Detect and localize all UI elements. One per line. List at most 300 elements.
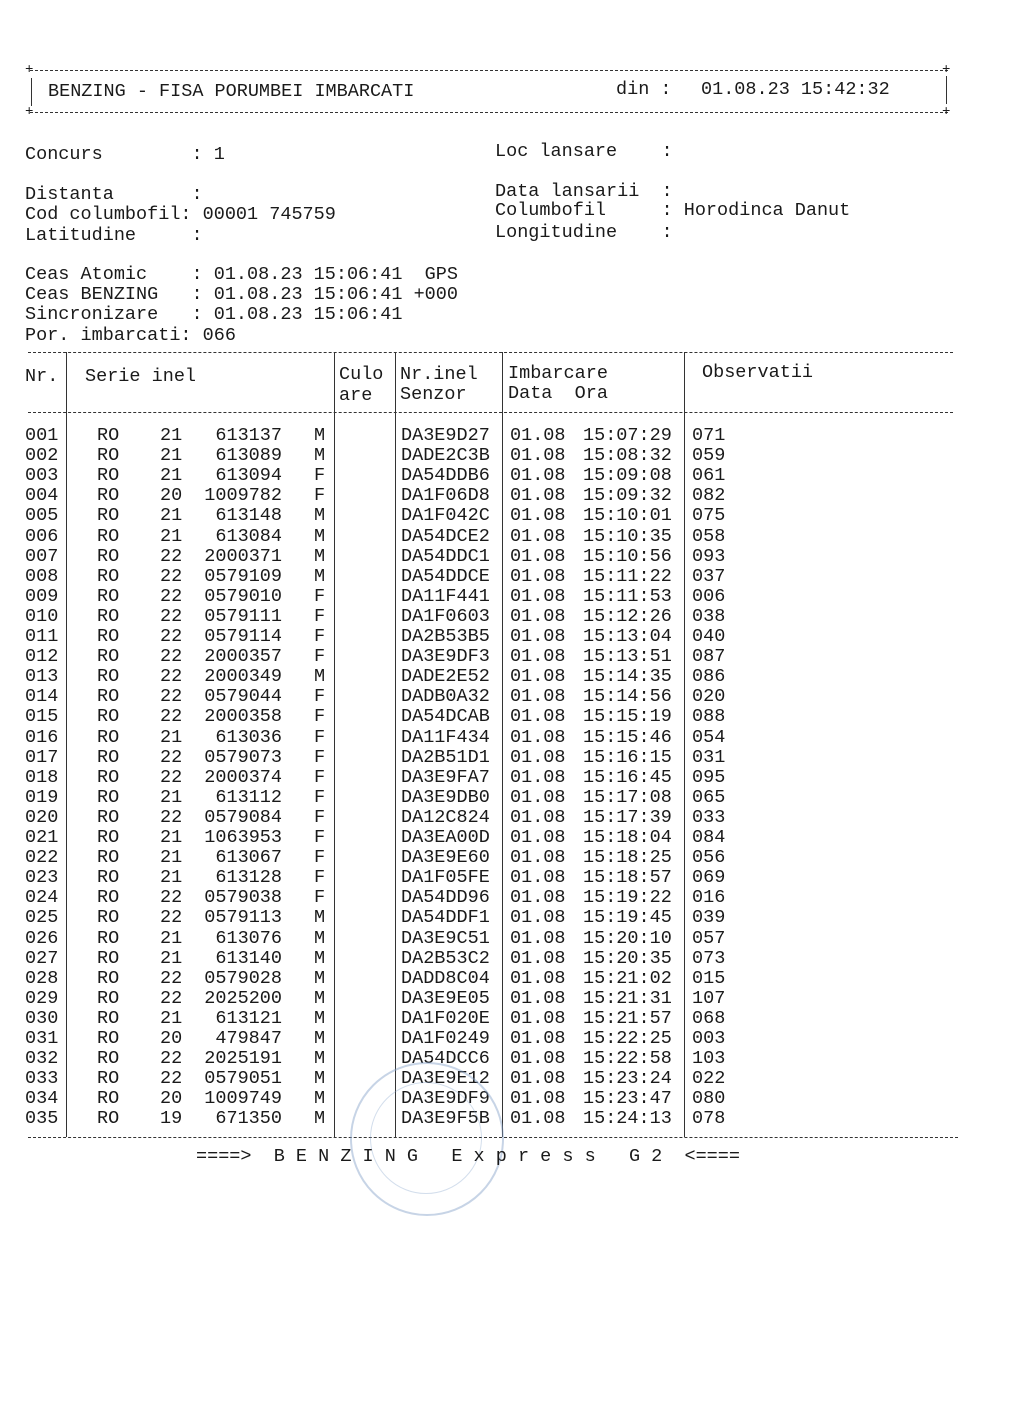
cell-date: 01.08 xyxy=(510,485,566,507)
cell-obs: 087 xyxy=(692,646,726,668)
cell-nr: 018 xyxy=(25,766,59,788)
cell-ring: 2000371 xyxy=(204,545,282,567)
cell-country: RO xyxy=(97,1048,120,1070)
cell-obs: 073 xyxy=(692,947,726,969)
cell-sex: F xyxy=(314,847,326,869)
cell-time: 15:08:32 xyxy=(583,445,672,467)
table-row xyxy=(0,829,1024,849)
cell-date: 01.08 xyxy=(510,887,566,909)
cell-nr: 034 xyxy=(25,1088,59,1110)
cell-year: 21 xyxy=(160,425,183,446)
cell-ring: 2000357 xyxy=(204,646,282,668)
cell-nr: 005 xyxy=(25,505,59,527)
cell-obs: 038 xyxy=(692,605,726,627)
table-header-bottom-rule xyxy=(28,412,953,413)
cell-country: RO xyxy=(97,1068,120,1090)
cell-sensor: DA1F0603 xyxy=(401,605,490,627)
cell-nr: 023 xyxy=(25,867,59,889)
cell-nr: 016 xyxy=(25,726,59,748)
cell-country: RO xyxy=(97,666,120,688)
cell-time: 15:20:35 xyxy=(583,947,672,969)
cell-country: RO xyxy=(97,646,120,668)
cell-nr: 027 xyxy=(25,947,59,969)
cell-date: 01.08 xyxy=(510,706,566,728)
table-row xyxy=(0,726,1024,749)
cell-obs: 015 xyxy=(692,967,726,989)
cell-obs: 078 xyxy=(692,1108,726,1130)
cell-date: 01.08 xyxy=(510,827,566,848)
cell-date: 01.08 xyxy=(510,786,566,808)
cell-sensor: DA1F042C xyxy=(401,505,490,527)
cell-country: RO xyxy=(97,445,120,467)
cell-sex: M xyxy=(314,1048,326,1070)
cell-sensor: DA54DCAB xyxy=(401,706,490,728)
cell-obs: 054 xyxy=(692,726,726,748)
concurs-line: Concurs : 1 xyxy=(25,144,225,165)
cell-sensor: DA11F441 xyxy=(401,585,490,607)
cell-country: RO xyxy=(97,485,120,507)
cell-obs: 003 xyxy=(692,1028,726,1049)
cell-sex: F xyxy=(314,726,326,748)
cell-ring: 613076 xyxy=(215,927,282,949)
table-row xyxy=(0,806,1024,829)
cell-time: 15:18:25 xyxy=(583,847,672,869)
cell-nr: 030 xyxy=(25,1007,59,1029)
th-observatii: Observatii xyxy=(702,362,814,383)
cell-time: 15:15:46 xyxy=(583,726,672,748)
cell-time: 15:22:25 xyxy=(583,1028,672,1049)
cell-year: 22 xyxy=(160,666,183,688)
cell-ring: 479847 xyxy=(215,1028,282,1049)
cell-date: 01.08 xyxy=(510,585,566,607)
cell-sensor: DADE2E52 xyxy=(401,666,490,688)
cell-nr: 014 xyxy=(25,686,59,708)
ceas-benzing-line: Ceas BENZING : 01.08.23 15:06:41 +000 xyxy=(25,284,458,305)
cell-sensor: DA54DD96 xyxy=(401,887,490,909)
cell-obs: 016 xyxy=(692,887,726,909)
cell-date: 01.08 xyxy=(510,666,566,688)
cell-time: 15:22:58 xyxy=(583,1048,672,1070)
cell-obs: 020 xyxy=(692,686,726,708)
cell-time: 15:21:02 xyxy=(583,967,672,989)
table-row xyxy=(0,688,1024,708)
cell-sex: F xyxy=(314,806,326,828)
cell-nr: 033 xyxy=(25,1068,59,1090)
cell-date: 01.08 xyxy=(510,766,566,788)
cell-ring: 1009749 xyxy=(204,1088,282,1110)
table-row xyxy=(0,1070,1024,1090)
cell-obs: 103 xyxy=(692,1048,726,1070)
cell-year: 21 xyxy=(160,445,183,467)
cell-sex: M xyxy=(314,1068,326,1090)
cell-year: 22 xyxy=(160,686,183,708)
cell-sex: F xyxy=(314,887,326,909)
table-row xyxy=(0,605,1024,628)
th-nr-inel-2: Senzor xyxy=(400,384,467,405)
cell-time: 15:21:31 xyxy=(583,987,672,1009)
table-row xyxy=(0,648,1024,668)
cell-sex: M xyxy=(314,505,326,527)
cell-country: RO xyxy=(97,1088,120,1110)
cell-year: 21 xyxy=(160,927,183,949)
cell-sex: F xyxy=(314,746,326,768)
corner-plus: + xyxy=(25,104,34,120)
cell-country: RO xyxy=(97,887,120,909)
cell-ring: 671350 xyxy=(215,1108,282,1130)
cell-nr: 011 xyxy=(25,626,59,647)
cell-sex: M xyxy=(314,947,326,969)
table-row xyxy=(0,889,1024,909)
cell-sensor: DA2B53C2 xyxy=(401,947,490,969)
cell-year: 21 xyxy=(160,465,183,487)
cell-year: 22 xyxy=(160,585,183,607)
din-label: din : xyxy=(616,79,672,100)
latitudine-line: Latitudine : xyxy=(25,225,203,246)
cell-country: RO xyxy=(97,425,120,446)
cell-nr: 025 xyxy=(25,907,59,929)
cell-nr: 009 xyxy=(25,585,59,607)
cell-sex: M xyxy=(314,525,326,547)
cell-sensor: DA1F06D8 xyxy=(401,485,490,507)
cell-obs: 068 xyxy=(692,1007,726,1029)
cell-country: RO xyxy=(97,545,120,567)
cell-sex: M xyxy=(314,666,326,688)
cell-year: 22 xyxy=(160,706,183,728)
cell-time: 15:07:29 xyxy=(583,425,672,446)
table-row xyxy=(0,585,1024,608)
cell-date: 01.08 xyxy=(510,907,566,929)
cell-ring: 0579113 xyxy=(204,907,282,929)
cell-date: 01.08 xyxy=(510,1048,566,1070)
cell-nr: 006 xyxy=(25,525,59,547)
cell-date: 01.08 xyxy=(510,967,566,989)
cell-year: 20 xyxy=(160,1088,183,1110)
cell-sex: F xyxy=(314,605,326,627)
cell-ring: 0579109 xyxy=(204,565,282,587)
cell-sex: F xyxy=(314,766,326,788)
cell-date: 01.08 xyxy=(510,505,566,527)
table-row xyxy=(0,545,1024,568)
cell-country: RO xyxy=(97,505,120,527)
cell-ring: 0579028 xyxy=(204,967,282,989)
cell-ring: 0579073 xyxy=(204,746,282,768)
report-datetime: 01.08.23 15:42:32 xyxy=(701,79,890,100)
cell-year: 21 xyxy=(160,1007,183,1029)
table-row xyxy=(0,487,1024,507)
report-title: BENZING - FISA PORUMBEI IMBARCATI xyxy=(48,81,415,102)
cell-sex: M xyxy=(314,445,326,467)
cell-sensor: DA54DDB6 xyxy=(401,465,490,487)
cell-country: RO xyxy=(97,827,120,848)
cell-obs: 058 xyxy=(692,525,726,547)
cell-obs: 095 xyxy=(692,766,726,788)
cell-sensor: DA1F0249 xyxy=(401,1028,490,1049)
cell-year: 20 xyxy=(160,485,183,507)
loc-lansare-line: Loc lansare : xyxy=(495,141,673,162)
cell-nr: 007 xyxy=(25,545,59,567)
cell-time: 15:14:35 xyxy=(583,666,672,688)
cell-nr: 015 xyxy=(25,706,59,728)
cell-year: 21 xyxy=(160,786,183,808)
cell-ring: 613148 xyxy=(215,505,282,527)
cell-year: 19 xyxy=(160,1108,183,1130)
cell-sex: F xyxy=(314,867,326,889)
cell-nr: 008 xyxy=(25,565,59,587)
cell-sensor: DA12C824 xyxy=(401,806,490,828)
cell-sex: F xyxy=(314,626,326,647)
cell-sex: F xyxy=(314,706,326,728)
cell-obs: 065 xyxy=(692,786,726,808)
cell-sex: M xyxy=(314,1007,326,1029)
cell-date: 01.08 xyxy=(510,987,566,1009)
table-row xyxy=(0,967,1024,990)
cell-country: RO xyxy=(97,746,120,768)
table-row xyxy=(0,427,1024,447)
th-nr: Nr. xyxy=(25,366,59,387)
cell-obs: 086 xyxy=(692,666,726,688)
cell-nr: 035 xyxy=(25,1108,59,1130)
cell-obs: 088 xyxy=(692,706,726,728)
cell-nr: 029 xyxy=(25,987,59,1009)
cell-time: 15:23:24 xyxy=(583,1068,672,1090)
cell-country: RO xyxy=(97,987,120,1009)
cell-country: RO xyxy=(97,867,120,889)
cell-sensor: DA3E9DB0 xyxy=(401,786,490,808)
cell-sensor: DA1F020E xyxy=(401,1007,490,1029)
cell-ring: 0579051 xyxy=(204,1068,282,1090)
cell-date: 01.08 xyxy=(510,1088,566,1110)
cell-year: 21 xyxy=(160,867,183,889)
cell-ring: 0579038 xyxy=(204,887,282,909)
cell-sex: F xyxy=(314,686,326,708)
table-row xyxy=(0,869,1024,889)
header-bottom-rule xyxy=(30,112,948,113)
cell-sex: M xyxy=(314,907,326,929)
cell-time: 15:15:19 xyxy=(583,706,672,728)
cell-country: RO xyxy=(97,947,120,969)
table-row xyxy=(0,746,1024,769)
cell-sensor: DADE2C3B xyxy=(401,445,490,467)
cell-year: 21 xyxy=(160,525,183,547)
cell-year: 22 xyxy=(160,987,183,1009)
cell-ring: 0579114 xyxy=(204,626,282,647)
cell-sensor: DA54DDCE xyxy=(401,565,490,587)
sincronizare-line: Sincronizare : 01.08.23 15:06:41 xyxy=(25,304,403,325)
cell-ring: 613112 xyxy=(215,786,282,808)
cell-sensor: DA2B51D1 xyxy=(401,746,490,768)
cell-year: 22 xyxy=(160,646,183,668)
table-row xyxy=(0,708,1024,728)
cell-year: 20 xyxy=(160,1028,183,1049)
cell-ring: 613084 xyxy=(215,525,282,547)
cell-year: 22 xyxy=(160,907,183,929)
cell-sex: M xyxy=(314,425,326,446)
cell-country: RO xyxy=(97,605,120,627)
por-imbarcati-line: Por. imbarcati: 066 xyxy=(25,325,236,346)
table-row xyxy=(0,1050,1024,1070)
cell-year: 22 xyxy=(160,967,183,989)
cell-time: 15:21:57 xyxy=(583,1007,672,1029)
cell-date: 01.08 xyxy=(510,646,566,668)
corner-plus: + xyxy=(25,62,34,78)
cell-nr: 017 xyxy=(25,746,59,768)
cell-nr: 026 xyxy=(25,927,59,949)
cell-obs: 022 xyxy=(692,1068,726,1090)
cell-ring: 613089 xyxy=(215,445,282,467)
cell-sensor: DA3E9D27 xyxy=(401,425,490,446)
cell-date: 01.08 xyxy=(510,1007,566,1029)
cell-obs: 057 xyxy=(692,927,726,949)
cell-sex: M xyxy=(314,1028,326,1049)
cell-date: 01.08 xyxy=(510,425,566,446)
cell-ring: 613036 xyxy=(215,726,282,748)
cell-date: 01.08 xyxy=(510,746,566,768)
cell-obs: 093 xyxy=(692,545,726,567)
cell-time: 15:16:45 xyxy=(583,766,672,788)
cell-date: 01.08 xyxy=(510,927,566,949)
cell-date: 01.08 xyxy=(510,1068,566,1090)
cell-date: 01.08 xyxy=(510,465,566,487)
corner-plus: + xyxy=(942,104,951,120)
cell-sensor: DADB0A32 xyxy=(401,686,490,708)
cell-year: 22 xyxy=(160,746,183,768)
th-culoare-1: Culo xyxy=(339,364,384,385)
cell-obs: 107 xyxy=(692,987,726,1009)
cell-sensor: DA54DDF1 xyxy=(401,907,490,929)
cell-date: 01.08 xyxy=(510,605,566,627)
table-row xyxy=(0,927,1024,950)
cell-ring: 0579044 xyxy=(204,686,282,708)
cell-ring: 2000349 xyxy=(204,666,282,688)
cell-time: 15:18:04 xyxy=(583,827,672,848)
cell-ring: 613094 xyxy=(215,465,282,487)
cell-sex: F xyxy=(314,585,326,607)
th-serie-inel: Serie inel xyxy=(85,366,197,387)
cell-nr: 013 xyxy=(25,666,59,688)
cell-nr: 028 xyxy=(25,967,59,989)
cell-obs: 040 xyxy=(692,626,726,647)
header-right-border xyxy=(946,76,947,104)
cell-ring: 613128 xyxy=(215,867,282,889)
table-row xyxy=(0,1110,1024,1130)
table-row xyxy=(0,467,1024,487)
table-row xyxy=(0,909,1024,929)
th-imbarcare-1: Imbarcare xyxy=(508,363,608,384)
cell-date: 01.08 xyxy=(510,565,566,587)
cell-nr: 004 xyxy=(25,485,59,507)
cell-nr: 002 xyxy=(25,445,59,467)
cell-date: 01.08 xyxy=(510,726,566,748)
cell-time: 15:16:15 xyxy=(583,746,672,768)
cell-sensor: DA3E9C51 xyxy=(401,927,490,949)
cell-sex: F xyxy=(314,646,326,668)
cell-date: 01.08 xyxy=(510,525,566,547)
cod-columbofil-line: Cod columbofil: 00001 745759 xyxy=(25,204,336,225)
cell-sensor: DA11F434 xyxy=(401,726,490,748)
cell-year: 22 xyxy=(160,806,183,828)
cell-obs: 082 xyxy=(692,485,726,507)
cell-country: RO xyxy=(97,465,120,487)
cell-sensor: DA3E9E60 xyxy=(401,847,490,869)
cell-ring: 2000358 xyxy=(204,706,282,728)
header-top-rule xyxy=(30,70,948,71)
cell-country: RO xyxy=(97,1007,120,1029)
cell-country: RO xyxy=(97,686,120,708)
cell-obs: 006 xyxy=(692,585,726,607)
cell-country: RO xyxy=(97,847,120,869)
cell-time: 15:13:04 xyxy=(583,626,672,647)
cell-sensor: DA54DDC1 xyxy=(401,545,490,567)
cell-year: 21 xyxy=(160,827,183,848)
cell-country: RO xyxy=(97,967,120,989)
club-stamp xyxy=(350,1062,504,1216)
ceas-atomic-line: Ceas Atomic : 01.08.23 15:06:41 GPS xyxy=(25,264,458,285)
table-row xyxy=(0,786,1024,809)
cell-date: 01.08 xyxy=(510,1028,566,1049)
th-culoare-2: are xyxy=(339,385,373,406)
cell-country: RO xyxy=(97,626,120,647)
cell-nr: 024 xyxy=(25,887,59,909)
cell-ring: 2025200 xyxy=(204,987,282,1009)
cell-nr: 001 xyxy=(25,425,59,446)
cell-sex: F xyxy=(314,465,326,487)
cell-time: 15:11:53 xyxy=(583,585,672,607)
cell-date: 01.08 xyxy=(510,806,566,828)
th-nr-inel-1: Nr.inel xyxy=(400,364,478,385)
table-row xyxy=(0,987,1024,1010)
cell-sex: F xyxy=(314,485,326,507)
cell-country: RO xyxy=(97,766,120,788)
cell-nr: 003 xyxy=(25,465,59,487)
cell-sensor: DA3E9FA7 xyxy=(401,766,490,788)
benzing-express-footer: ====> B E N Z I N G E x p r e s s G 2 <==== xyxy=(196,1146,740,1167)
cell-time: 15:09:08 xyxy=(583,465,672,487)
cell-ring: 613137 xyxy=(215,425,282,446)
cell-date: 01.08 xyxy=(510,545,566,567)
cell-date: 01.08 xyxy=(510,686,566,708)
cell-obs: 069 xyxy=(692,867,726,889)
cell-obs: 033 xyxy=(692,806,726,828)
cell-obs: 059 xyxy=(692,445,726,467)
table-row xyxy=(0,1007,1024,1030)
cell-obs: 075 xyxy=(692,505,726,527)
cell-country: RO xyxy=(97,726,120,748)
cell-nr: 012 xyxy=(25,646,59,668)
cell-obs: 031 xyxy=(692,746,726,768)
cell-sex: M xyxy=(314,1088,326,1110)
table-row xyxy=(0,447,1024,467)
table-row xyxy=(0,1030,1024,1050)
cell-sex: M xyxy=(314,565,326,587)
table-row xyxy=(0,525,1024,548)
cell-time: 15:24:13 xyxy=(583,1108,672,1130)
cell-date: 01.08 xyxy=(510,626,566,647)
cell-sensor: DA3E9DF9 xyxy=(401,1088,490,1110)
cell-sensor: DA3EA00D xyxy=(401,827,490,848)
table-row xyxy=(0,947,1024,970)
cell-ring: 0579084 xyxy=(204,806,282,828)
cell-country: RO xyxy=(97,1108,120,1130)
cell-ring: 613121 xyxy=(215,1007,282,1029)
cell-year: 22 xyxy=(160,1068,183,1090)
cell-country: RO xyxy=(97,927,120,949)
cell-obs: 039 xyxy=(692,907,726,929)
cell-sensor: DA3E9E05 xyxy=(401,987,490,1009)
cell-sex: F xyxy=(314,786,326,808)
cell-time: 15:17:39 xyxy=(583,806,672,828)
columbofil-line: Columbofil : Horodinca Danut xyxy=(495,200,851,221)
cell-nr: 019 xyxy=(25,786,59,808)
